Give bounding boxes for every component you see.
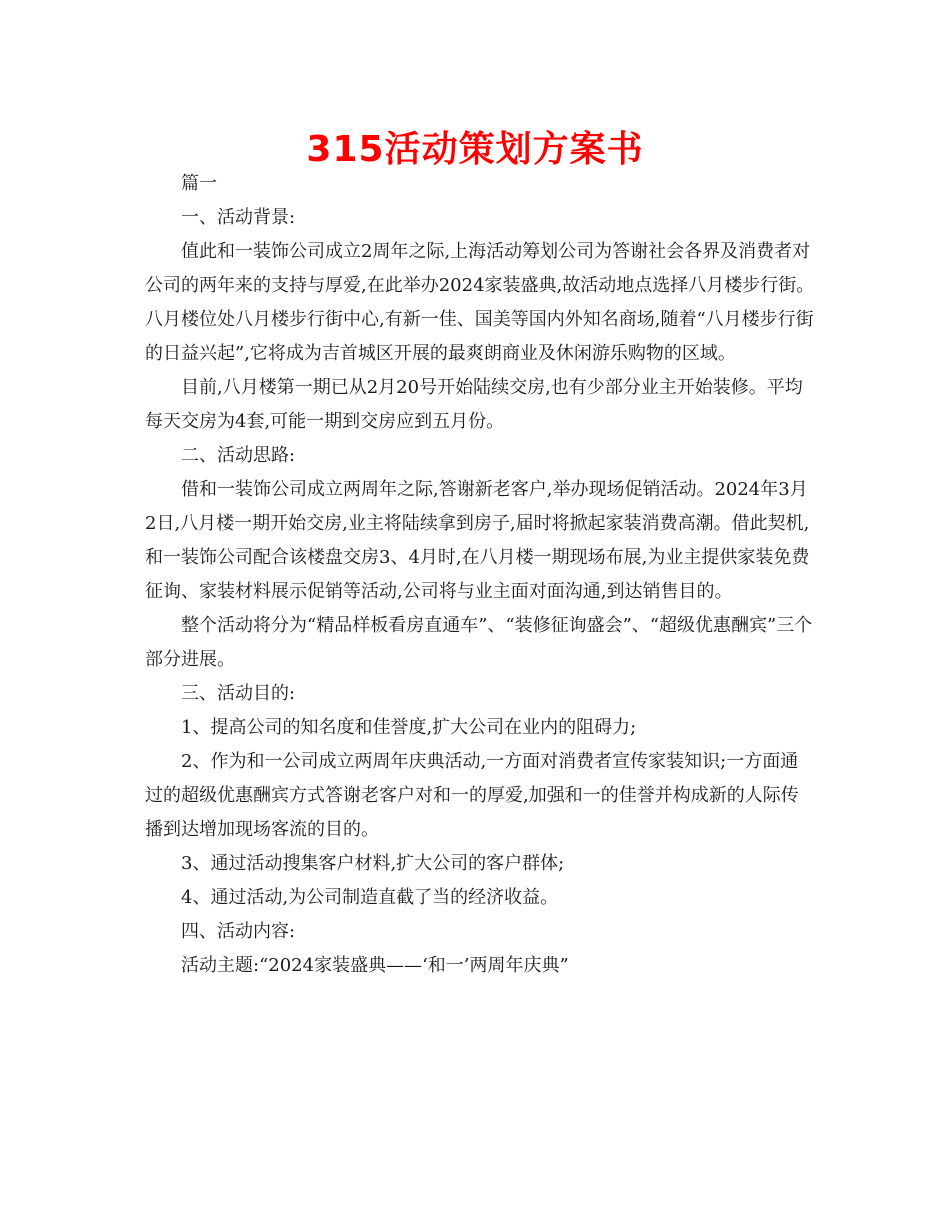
- document-title: 315活动策划方案书: [306, 129, 644, 170]
- objective-item-4: 4、通过活动,为公司制造直截了当的经济收益。: [181, 887, 559, 908]
- paragraph-approach: 借和一装饰公司成立两周年之际,答谢新老客户,举办现场促销活动。2024年3月2日,八月楼一期开始交房,业主将陆续拿到房子,届时将掀起家装消费高潮。借此契机,和一装饰公司配合该楼盘交房3、4月时,在八月楼一期现场布展,为业主提供家装免费征询、家装材料展示促销等活动,公司将与业主面对面沟通,到达销售目的。: [145, 479, 810, 602]
- objective-item-2: 2、作为和一公司成立两周年庆典活动,一方面对消费者宣传家装知识;一方面通过的超级优惠酬宾方式答谢老客户对和一的厚爱,加强和一的佳誉并构成新的人际传播到达增加现场客流的目的。: [145, 751, 799, 840]
- heading-content: 四、活动内容:: [181, 921, 296, 942]
- objective-item-3: 3、通过活动搜集客户材料,扩大公司的客户群体;: [181, 853, 565, 874]
- objective-item-1: 1、提高公司的知名度和佳誉度,扩大公司在业内的阻碍力;: [181, 717, 637, 738]
- heading-approach: 二、活动思路:: [181, 445, 296, 466]
- paragraph-activity-parts: 整个活动将分为“精品样板看房直通车”、“装修征询盛会”、“超级优惠酬宾”三个部分进展。: [145, 615, 813, 670]
- paragraph-current-status: 目前,八月楼第一期已从2月20号开始陆续交房,也有少部分业主开始装修。平均每天交房为4套,可能一期到交房应到五月份。: [145, 377, 803, 432]
- document-body: [145, 167, 815, 983]
- heading-objectives: 三、活动目的:: [181, 683, 296, 704]
- paragraph-section-label: 篇一: [181, 173, 217, 194]
- paragraph-background: 值此和一装饰公司成立2周年之际,上海活动筹划公司为答谢社会各界及消费者对公司的两年来的支持与厚爱,在此举办2024家装盛典,故活动地点选择八月楼步行街。八月楼位处八月楼步行街中心,有新一佳、国美等国内外知名商场,随着“八月楼步行街的日益兴起”,它将成为吉首城区开展的最爽朗商业及休闲游乐购物的区域。: [145, 241, 815, 364]
- heading-background: 一、活动背景:: [181, 207, 296, 228]
- paragraph-theme: 活动主题:“2024家装盛典——‘和一’两周年庆典”: [181, 955, 569, 976]
